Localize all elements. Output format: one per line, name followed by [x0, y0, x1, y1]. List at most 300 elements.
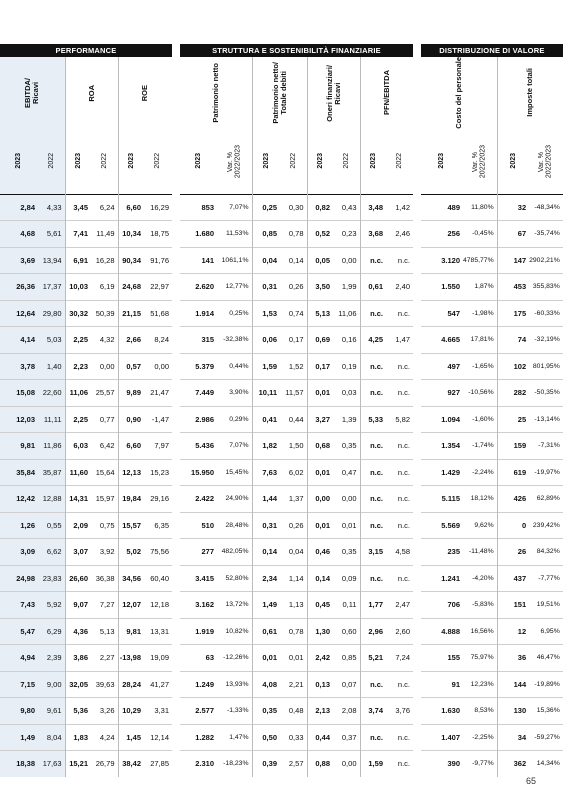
table-cell: 21,47 — [144, 380, 172, 407]
table-cell: -32,19% — [529, 327, 563, 354]
subheader-label: 2022 — [342, 153, 350, 169]
table-cell: n.c. — [360, 459, 386, 486]
table-cell: 1.550 — [421, 274, 463, 301]
table-cell: 6,95% — [529, 618, 563, 645]
subheader-label: 2023 — [194, 153, 202, 169]
table-cell: 619 — [497, 459, 529, 486]
subheader-label: 2023 — [262, 153, 270, 169]
metric-label: PFN/EBITDA — [381, 70, 391, 116]
table-cell: n.c. — [360, 486, 386, 513]
subheader-label: 2023 — [127, 153, 135, 169]
table-cell: 0,00 — [333, 247, 360, 274]
table-cell: -13,14% — [529, 406, 563, 433]
table-cell: 0,44 — [280, 406, 307, 433]
table-row — [0, 618, 563, 645]
table-cell: 102 — [497, 353, 529, 380]
table-cell: 453 — [497, 274, 529, 301]
table-cell: 1,37 — [280, 486, 307, 513]
table-cell: 6,60 — [118, 194, 144, 221]
subheader-var-cell — [463, 134, 497, 195]
table-cell: 5,92 — [38, 592, 65, 619]
table-cell: 13,72% — [217, 592, 252, 619]
table-row — [0, 221, 563, 248]
table-cell: n.c. — [386, 247, 413, 274]
subheader-y2023-cell — [421, 134, 463, 195]
table-row — [0, 724, 563, 751]
table-cell: 5,61 — [38, 221, 65, 248]
table-cell: n.c. — [386, 459, 413, 486]
table-cell: 0,45 — [307, 592, 333, 619]
table-cell: -1,47 — [144, 406, 172, 433]
table-cell: 282 — [497, 380, 529, 407]
table-cell: 9,00 — [38, 671, 65, 698]
table-cell: 22,97 — [144, 274, 172, 301]
table-cell: -60,33% — [529, 300, 563, 327]
table-cell: 9,61 — [38, 698, 65, 725]
table-cell: 5,33 — [360, 406, 386, 433]
table-cell: 0,35 — [333, 539, 360, 566]
table-cell: -11,48% — [463, 539, 497, 566]
table-cell: 63 — [180, 645, 217, 672]
table-cell: 0,61 — [252, 618, 280, 645]
table-cell: 0,03 — [333, 380, 360, 407]
table-cell: 11,49 — [91, 221, 118, 248]
table-cell: 8,24 — [144, 327, 172, 354]
table-cell: 1,53 — [252, 300, 280, 327]
table-cell: 2,09 — [65, 512, 91, 539]
subheader-y2023-cell — [252, 134, 280, 195]
table-cell: -59,27% — [529, 724, 563, 751]
table-cell: 13,31 — [144, 618, 172, 645]
table-cell: 9,80 — [0, 698, 38, 725]
table-cell: 1,47% — [217, 724, 252, 751]
table-cell: 16,28 — [91, 247, 118, 274]
table-cell: 5,36 — [65, 698, 91, 725]
table-cell: 12,77% — [217, 274, 252, 301]
table-cell: 1.914 — [180, 300, 217, 327]
table-cell: 15,21 — [65, 751, 91, 777]
table-row — [0, 353, 563, 380]
table-cell: 3,68 — [360, 221, 386, 248]
subheader-y2023-cell — [497, 134, 529, 195]
metric-label: Patrimonio netto/ Totale debiti — [270, 62, 288, 124]
table-cell: 35,87 — [38, 459, 65, 486]
subheader-y2023-cell — [118, 134, 144, 195]
table-cell: n.c. — [360, 724, 386, 751]
metric-header-pn-totale — [252, 57, 307, 134]
table-cell: n.c. — [386, 380, 413, 407]
table-cell: n.c. — [386, 724, 413, 751]
table-cell: 1,39 — [333, 406, 360, 433]
table-cell: 28,24 — [118, 671, 144, 698]
table-cell: 0,23 — [333, 221, 360, 248]
table-cell: 0,01 — [307, 380, 333, 407]
table-cell: 9,07 — [65, 592, 91, 619]
table-cell: n.c. — [386, 300, 413, 327]
metric-label: Patrimonio netto — [210, 63, 220, 123]
table-cell: 0,04 — [280, 539, 307, 566]
table-cell: 4,36 — [65, 618, 91, 645]
table-cell: 4.888 — [421, 618, 463, 645]
table-cell: n.c. — [386, 353, 413, 380]
page-number: 65 — [525, 776, 536, 786]
table-cell: 0,26 — [280, 512, 307, 539]
table-cell: 0,07 — [333, 671, 360, 698]
group-header-struttura: STRUTTURA E SOSTENIBILITÀ FINANZIARIE — [180, 44, 413, 57]
table-cell: 26,36 — [0, 274, 38, 301]
table-cell: 426 — [497, 486, 529, 513]
table-cell: 5,13 — [307, 300, 333, 327]
table-cell: 1,49 — [0, 724, 38, 751]
table-cell: 6,02 — [280, 459, 307, 486]
table-cell: 15.950 — [180, 459, 217, 486]
table-cell: 130 — [497, 698, 529, 725]
table-cell: 482,05% — [217, 539, 252, 566]
table-cell: 0,48 — [280, 698, 307, 725]
table-cell: 853 — [180, 194, 217, 221]
table-cell: 0,77 — [91, 406, 118, 433]
table-cell: 11,86 — [38, 433, 65, 460]
table-cell: 3,48 — [360, 194, 386, 221]
table-cell: 7.449 — [180, 380, 217, 407]
table-cell: n.c. — [386, 433, 413, 460]
table-cell: 235 — [421, 539, 463, 566]
table-cell: 90,34 — [118, 247, 144, 274]
table-cell: 10,03 — [65, 274, 91, 301]
subheader-label: 2022 — [289, 153, 297, 169]
table-cell: 5,02 — [118, 539, 144, 566]
table-cell: 19,84 — [118, 486, 144, 513]
table-cell: 6,29 — [38, 618, 65, 645]
table-cell: 277 — [180, 539, 217, 566]
table-cell: 12,13 — [118, 459, 144, 486]
table-cell: -7,31% — [529, 433, 563, 460]
data-table-wrapper — [0, 44, 563, 777]
table-cell: 1,47 — [386, 327, 413, 354]
metric-label: Oneri finanziari/ Ricavi — [324, 64, 342, 122]
table-row — [0, 459, 563, 486]
table-cell: 13,93% — [217, 671, 252, 698]
table-row — [0, 433, 563, 460]
table-cell: 5,03 — [38, 327, 65, 354]
table-cell: 3,15 — [360, 539, 386, 566]
table-cell: 2,46 — [386, 221, 413, 248]
table-cell: -48,34% — [529, 194, 563, 221]
table-cell: n.c. — [360, 565, 386, 592]
table-cell: 6,91 — [65, 247, 91, 274]
table-cell: 1,59 — [360, 751, 386, 777]
table-cell: 706 — [421, 592, 463, 619]
table-cell: 4,33 — [38, 194, 65, 221]
table-cell: 5.379 — [180, 353, 217, 380]
table-cell: n.c. — [386, 565, 413, 592]
table-cell: 1.354 — [421, 433, 463, 460]
table-cell: 2.986 — [180, 406, 217, 433]
table-cell: 6,35 — [144, 512, 172, 539]
table-cell: 10,82% — [217, 618, 252, 645]
table-cell: n.c. — [360, 380, 386, 407]
table-cell: 0,01 — [307, 459, 333, 486]
table-cell: n.c. — [360, 433, 386, 460]
table-cell: 6,62 — [38, 539, 65, 566]
table-cell: 74 — [497, 327, 529, 354]
table-cell: 390 — [421, 751, 463, 777]
table-cell: 155 — [421, 645, 463, 672]
table-cell: 0,44 — [307, 724, 333, 751]
subheader-y2023-cell — [180, 134, 217, 195]
table-cell: 497 — [421, 353, 463, 380]
table-cell: 0,44% — [217, 353, 252, 380]
table-cell: n.c. — [360, 353, 386, 380]
table-cell: 355,83% — [529, 274, 563, 301]
table-cell: 36 — [497, 645, 529, 672]
table-cell: 34,56 — [118, 565, 144, 592]
table-cell: 8,04 — [38, 724, 65, 751]
table-cell: 50,39 — [91, 300, 118, 327]
table-cell: 0,00 — [144, 353, 172, 380]
table-cell: 12,07 — [118, 592, 144, 619]
table-cell: 5.569 — [421, 512, 463, 539]
table-cell: 3,27 — [307, 406, 333, 433]
table-cell: 0,47 — [333, 459, 360, 486]
table-cell: 26 — [497, 539, 529, 566]
table-cell: 4,25 — [360, 327, 386, 354]
table-cell: 75,97% — [463, 645, 497, 672]
table-cell: 6,19 — [91, 274, 118, 301]
table-cell: n.c. — [386, 512, 413, 539]
table-row — [0, 671, 563, 698]
table-cell: 1,42 — [386, 194, 413, 221]
table-cell: 0 — [497, 512, 529, 539]
subheader-y2022-cell — [333, 134, 360, 195]
table-cell: 159 — [497, 433, 529, 460]
table-cell: n.c. — [360, 300, 386, 327]
table-cell: 12,64 — [0, 300, 38, 327]
subheader-label: Var. % 2022/2023 — [226, 144, 242, 178]
table-cell: -13,98 — [118, 645, 144, 672]
table-cell: 0,88 — [307, 751, 333, 777]
subheader-y2022-cell — [91, 134, 118, 195]
table-cell: 60,40 — [144, 565, 172, 592]
table-cell: 0,14 — [252, 539, 280, 566]
table-cell: 3,31 — [144, 698, 172, 725]
table-cell: 15,45% — [217, 459, 252, 486]
table-cell: -7,77% — [529, 565, 563, 592]
metric-label: ROE — [140, 84, 150, 101]
table-cell: -19,97% — [529, 459, 563, 486]
table-cell: 1,83 — [65, 724, 91, 751]
subheader-label: 2023 — [438, 153, 446, 169]
table-cell: 437 — [497, 565, 529, 592]
table-cell: 34 — [497, 724, 529, 751]
table-cell: 1,45 — [118, 724, 144, 751]
table-cell: 18,12% — [463, 486, 497, 513]
table-cell: 52,80% — [217, 565, 252, 592]
table-cell: 0,57 — [118, 353, 144, 380]
table-cell: 18,38 — [0, 751, 38, 777]
table-cell: 12,03 — [0, 406, 38, 433]
table-cell: 15,64 — [91, 459, 118, 486]
subheader-y2023-cell — [360, 134, 386, 195]
table-cell: 2,23 — [65, 353, 91, 380]
table-cell: 0,01 — [307, 512, 333, 539]
table-cell: 5,47 — [0, 618, 38, 645]
table-cell: 1061,1% — [217, 247, 252, 274]
metric-header-imposte — [497, 57, 563, 134]
table-cell: 2,66 — [118, 327, 144, 354]
table-cell: 0,50 — [252, 724, 280, 751]
table-cell: 9,81 — [118, 618, 144, 645]
subheader-y2023-cell — [65, 134, 91, 195]
table-cell: 256 — [421, 221, 463, 248]
table-cell: 0,55 — [38, 512, 65, 539]
table-cell: 7,07% — [217, 194, 252, 221]
table-cell: 7,41 — [65, 221, 91, 248]
table-cell: 8,53% — [463, 698, 497, 725]
table-cell: 0,17 — [307, 353, 333, 380]
table-cell: 2,25 — [65, 327, 91, 354]
table-cell: 0,00 — [333, 751, 360, 777]
table-cell: 5.115 — [421, 486, 463, 513]
table-row — [0, 698, 563, 725]
table-cell: 0,25 — [252, 194, 280, 221]
table-cell: 2.310 — [180, 751, 217, 777]
table-cell: 3.120 — [421, 247, 463, 274]
table-cell: n.c. — [360, 512, 386, 539]
table-cell: -1,60% — [463, 406, 497, 433]
table-cell: 0,60 — [333, 618, 360, 645]
table-cell: 0,90 — [118, 406, 144, 433]
table-cell: 3,45 — [65, 194, 91, 221]
table-row — [0, 592, 563, 619]
subheader-label: 2022 — [395, 153, 403, 169]
table-cell: 4,68 — [0, 221, 38, 248]
table-cell: 151 — [497, 592, 529, 619]
table-cell: 2.422 — [180, 486, 217, 513]
table-cell: 0,78 — [280, 221, 307, 248]
table-cell: 3.415 — [180, 565, 217, 592]
table-cell: 2,84 — [0, 194, 38, 221]
table-cell: 0,33 — [280, 724, 307, 751]
table-cell: 0,37 — [333, 724, 360, 751]
table-cell: n.c. — [386, 751, 413, 777]
table-row — [0, 565, 563, 592]
table-cell: 3,78 — [0, 353, 38, 380]
table-cell: 4,24 — [91, 724, 118, 751]
table-cell: 4785,77% — [463, 247, 497, 274]
table-cell: 10,34 — [118, 221, 144, 248]
table-cell: 11,80% — [463, 194, 497, 221]
table-cell: 7,43 — [0, 592, 38, 619]
table-cell: 0,01 — [333, 512, 360, 539]
table-cell: 1,14 — [280, 565, 307, 592]
table-cell: 3,69 — [0, 247, 38, 274]
table-cell: 0,06 — [252, 327, 280, 354]
table-cell: 10,11 — [252, 380, 280, 407]
table-cell: 1,77 — [360, 592, 386, 619]
table-cell: 2,96 — [360, 618, 386, 645]
table-cell: 38,42 — [118, 751, 144, 777]
table-cell: 6,42 — [91, 433, 118, 460]
table-cell: 29,80 — [38, 300, 65, 327]
table-cell: n.c. — [360, 671, 386, 698]
table-cell: 7,27 — [91, 592, 118, 619]
table-row — [0, 327, 563, 354]
table-row — [0, 274, 563, 301]
table-cell: -1,65% — [463, 353, 497, 380]
table-cell: 0,14 — [280, 247, 307, 274]
subheader-label: 2023 — [316, 153, 324, 169]
table-cell: 41,27 — [144, 671, 172, 698]
table-cell: 22,60 — [38, 380, 65, 407]
table-cell: 2.620 — [180, 274, 217, 301]
table-cell: 1.429 — [421, 459, 463, 486]
table-cell: 24,68 — [118, 274, 144, 301]
table-cell: 0,26 — [280, 274, 307, 301]
table-cell: 4.665 — [421, 327, 463, 354]
table-cell: 12,42 — [0, 486, 38, 513]
table-cell: 315 — [180, 327, 217, 354]
table-cell: 17,37 — [38, 274, 65, 301]
table-cell: 17,63 — [38, 751, 65, 777]
table-cell: 3,07 — [65, 539, 91, 566]
subheader-label: Var. % 2022/2023 — [538, 144, 553, 178]
table-cell: 0,31 — [252, 512, 280, 539]
table-cell: 1,52 — [280, 353, 307, 380]
table-cell: 0,85 — [333, 645, 360, 672]
table-cell: 3,50 — [307, 274, 333, 301]
table-cell: 27,85 — [144, 751, 172, 777]
subheader-y2023-cell — [0, 134, 38, 195]
table-cell: 1.094 — [421, 406, 463, 433]
table-row — [0, 751, 563, 777]
table-cell: 0,39 — [252, 751, 280, 777]
table-cell: 28,48% — [217, 512, 252, 539]
table-cell: 11,06 — [333, 300, 360, 327]
table-cell: 3.162 — [180, 592, 217, 619]
table-cell: 801,95% — [529, 353, 563, 380]
table-cell: 3,92 — [91, 539, 118, 566]
subheader-label: 2023 — [509, 153, 517, 169]
data-table — [0, 44, 563, 777]
metric-header-oneri — [307, 57, 360, 134]
table-cell: 5,82 — [386, 406, 413, 433]
table-cell: n.c. — [386, 671, 413, 698]
table-cell: 2,13 — [307, 698, 333, 725]
table-cell: 5,21 — [360, 645, 386, 672]
table-cell: 0,09 — [333, 565, 360, 592]
table-cell: -5,83% — [463, 592, 497, 619]
table-cell: 0,43 — [333, 194, 360, 221]
table-cell: 1.919 — [180, 618, 217, 645]
table-cell: 2,40 — [386, 274, 413, 301]
table-cell: 15,97 — [91, 486, 118, 513]
table-cell: 9,62% — [463, 512, 497, 539]
metric-header-pfn — [360, 57, 413, 134]
table-cell: 0,25% — [217, 300, 252, 327]
table-cell: -18,23% — [217, 751, 252, 777]
table-cell: 0,46 — [307, 539, 333, 566]
table-cell: 7,15 — [0, 671, 38, 698]
table-cell: 0,04 — [252, 247, 280, 274]
table-cell: 0,52 — [307, 221, 333, 248]
table-cell: 62,89% — [529, 486, 563, 513]
table-cell: 2902,21% — [529, 247, 563, 274]
table-cell: 24,90% — [217, 486, 252, 513]
table-cell: 0,16 — [333, 327, 360, 354]
table-cell: 11,11 — [38, 406, 65, 433]
table-cell: 36,38 — [91, 565, 118, 592]
